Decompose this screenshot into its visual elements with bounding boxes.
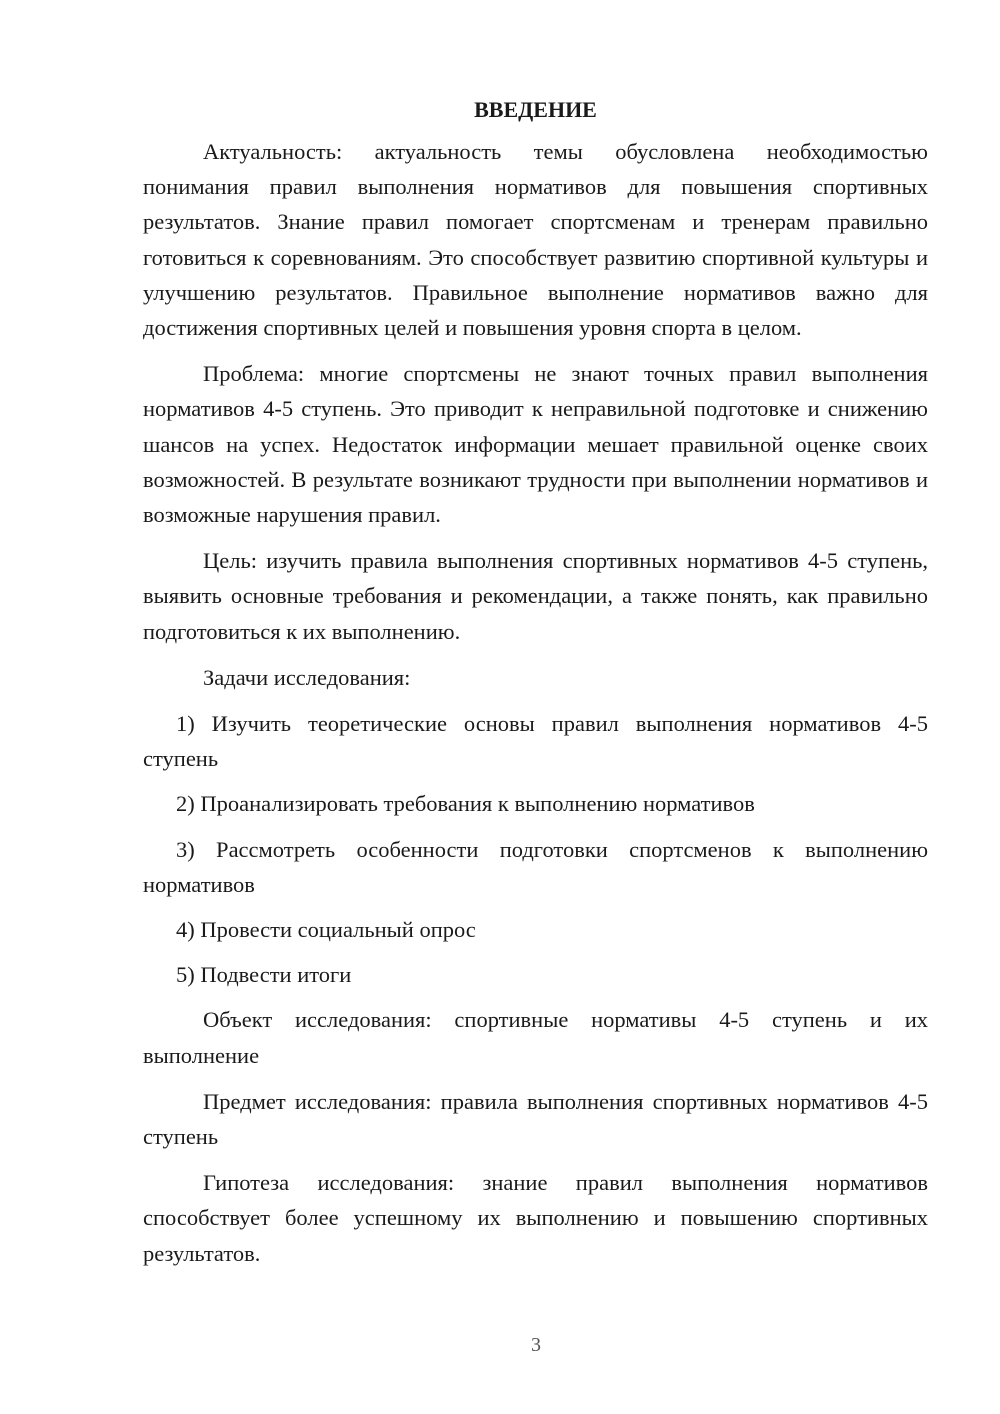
paragraph-object: Объект исследования: спортивные нормативы 4-5 ступень и их выполнение — [143, 1007, 928, 1068]
task-item-5: 5) Подвести итоги — [176, 962, 352, 988]
task-item-4: 4) Провести социальный опрос — [176, 917, 476, 943]
task-item-3: 3) Рассмотреть особенности подготовки спортсменов к выполнению нормативов — [143, 836, 928, 897]
paragraph-relevance: Актуальность: актуальность темы обусловлена необходимостью понимания правил выполнения нормативов для повышения спортивных результатов. Знание правил помогает спортсменам и тренерам правильно готовиться к соревнованиям. Это способствует развитию спортивной культуры и улучшению результатов. Правильное выполнение нормативов важно для достижения спортивных целей и повышения уровня спорта в целом. — [143, 139, 928, 341]
task-item-2: 2) Проанализировать требования к выполнению нормативов — [176, 791, 755, 817]
paragraph-subject: Предмет исследования: правила выполнения спортивных нормативов 4-5 ступень — [143, 1088, 928, 1150]
document-page — [143, 92, 928, 1282]
task-item-1: 1) Изучить теоретические основы правил выполнения нормативов 4-5 ступень — [143, 711, 928, 772]
paragraph-problem: Проблема: многие спортсмены не знают точных правил выполнения нормативов 4-5 ступень. Это приводит к неправильной подготовке и снижению шансов на успех. Недостаток информации мешает правильной оценке своих возможностей. В результате возникают трудности при выполнении нормативов и возможные нарушения правил. — [143, 361, 928, 528]
page-number: 3 — [531, 1334, 541, 1356]
paragraph-goal: Цель: изучить правила выполнения спортивных нормативов 4-5 ступень, выявить основные требования и рекомендации, а также понять, как правильно подготовиться к их выполнению. — [143, 548, 928, 644]
paragraph-hypothesis: Гипотеза исследования: знание правил выполнения нормативов способствует более успешному их выполнению и повышению спортивных результатов. — [143, 1170, 928, 1266]
section-title: ВВЕДЕНИЕ — [474, 97, 597, 122]
paragraph-tasks-heading: Задачи исследования: — [203, 664, 411, 690]
